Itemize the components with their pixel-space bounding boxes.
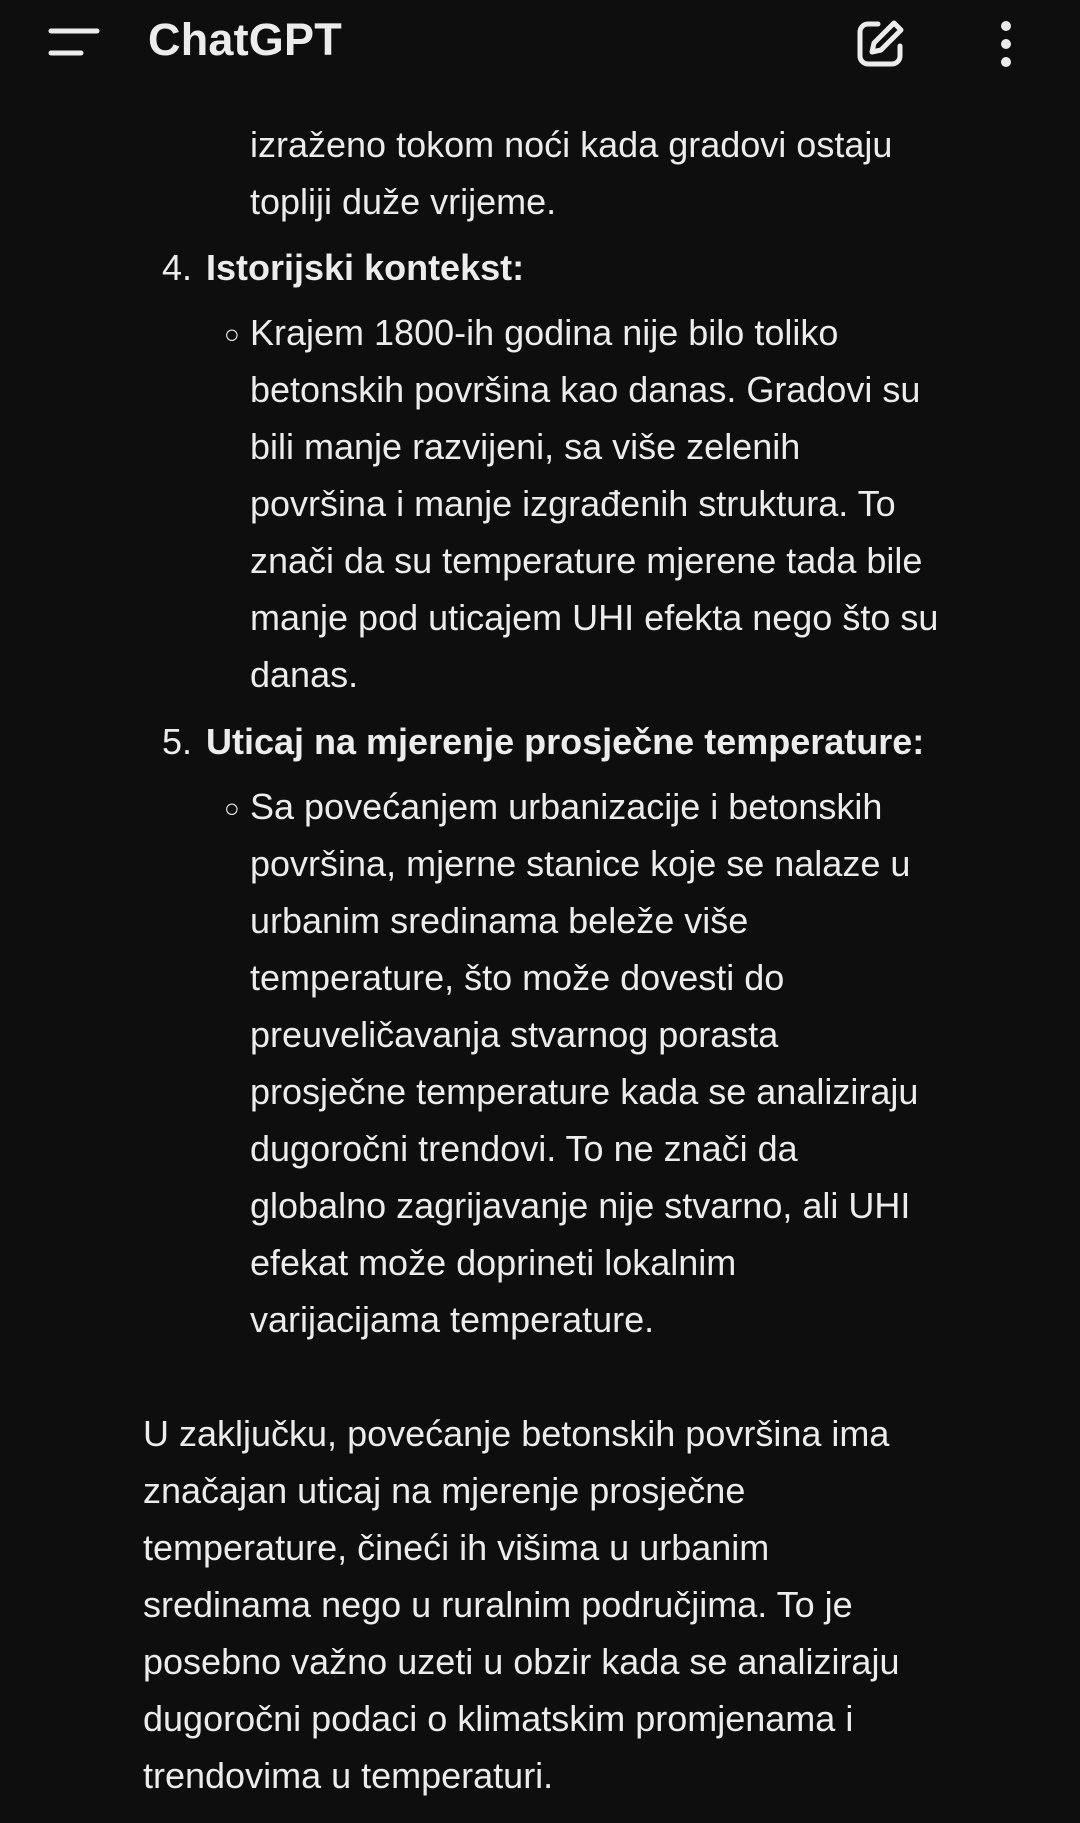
- page-title: ChatGPT: [148, 14, 342, 65]
- message-line: dugoročni trendovi. To ne znači da: [250, 1128, 798, 1169]
- message-line: U zaključku, povećanje betonskih površina ima: [143, 1413, 890, 1454]
- message-line: temperature, što može dovesti do: [250, 957, 785, 998]
- menu-icon: [48, 26, 100, 60]
- message-line: danas.: [250, 654, 359, 695]
- list-heading: Uticaj na mjerenje prosječne temperature:: [206, 721, 925, 762]
- menu-button[interactable]: [48, 26, 100, 60]
- message-line: preuveličavanja stvarnog porasta: [250, 1014, 779, 1055]
- message-line: manje pod uticajem UHI efekta nego što su: [250, 597, 939, 638]
- message-line: površina, mjerne stanice koje se nalaze u: [250, 843, 911, 884]
- list-number: 4.: [162, 247, 193, 288]
- message-line: znači da su temperature mjerene tada bile: [250, 540, 923, 581]
- message-line: površina i manje izgrađenih struktura. To: [250, 483, 896, 524]
- list-heading: Istorijski kontekst:: [206, 247, 525, 288]
- new-chat-button[interactable]: [852, 16, 908, 72]
- message-line: trendovima u temperaturi.: [143, 1755, 554, 1796]
- message-line: sredinama nego u ruralnim područjima. To je: [143, 1584, 853, 1625]
- more-vertical-icon: [990, 18, 1022, 70]
- message-line: prosječne temperature kada se analiziraju: [250, 1071, 919, 1112]
- message-line: temperature, čineći ih višima u urbanim: [143, 1527, 770, 1568]
- message-line: varijacijama temperature.: [250, 1299, 655, 1340]
- message-line: posebno važno uzeti u obzir kada se analiziraju: [143, 1641, 900, 1682]
- list-number: 5.: [162, 721, 193, 762]
- message-line: značajan uticaj na mjerenje prosječne: [143, 1470, 746, 1511]
- message-line: efekat može doprineti lokalnim: [250, 1242, 737, 1283]
- bullet-icon: ○: [224, 793, 240, 823]
- message-line: dugoročni podaci o klimatskim promjenama i: [143, 1698, 854, 1739]
- message-line: Krajem 1800-ih godina nije bilo toliko: [250, 312, 839, 353]
- top-bar: [0, 0, 1080, 84]
- message-line: Sa povećanjem urbanizacije i betonskih: [250, 786, 883, 827]
- message-line: topliji duže vrijeme.: [250, 181, 557, 222]
- bullet-icon: ○: [224, 319, 240, 349]
- message-line: globalno zagrijavanje nije stvarno, ali UHI: [250, 1185, 911, 1226]
- more-options-button[interactable]: [990, 18, 1022, 70]
- message-line: izraženo tokom noći kada gradovi ostaju: [250, 124, 893, 165]
- message-line: bili manje razvijeni, sa više zelenih: [250, 426, 801, 467]
- message-line: betonskih površina kao danas. Gradovi su: [250, 369, 921, 410]
- message-line: urbanim sredinama beleže više: [250, 900, 749, 941]
- edit-icon: [852, 16, 908, 72]
